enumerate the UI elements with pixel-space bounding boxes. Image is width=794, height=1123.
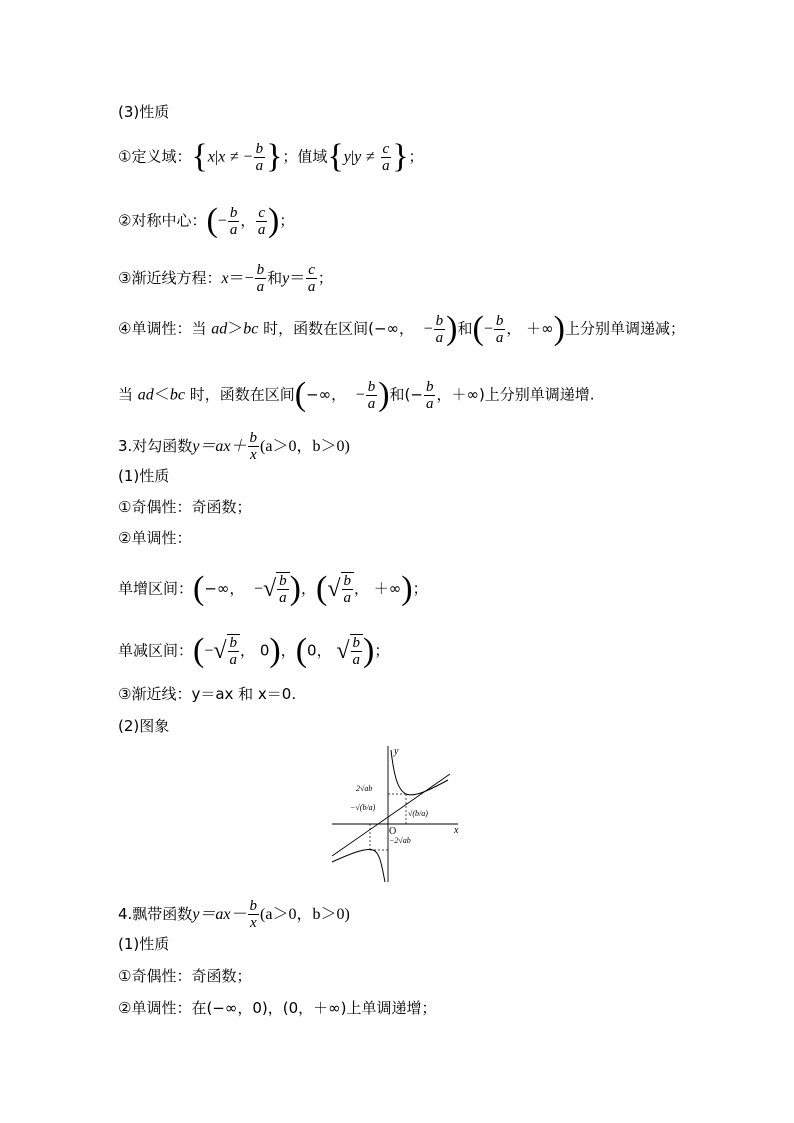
gt-sign: ＞ [227,320,244,338]
properties-heading: (1)性质 [118,467,170,485]
frac-denominator: a [256,279,265,295]
fraction-b-over-a [277,573,289,606]
frac-denominator: a [255,157,264,174]
range-cond-var: y [354,148,362,166]
frac-numerator: b [229,635,238,651]
minus-sign: − [217,212,227,230]
line-end: ； [374,641,390,660]
eq-sign: ＝ [289,270,306,287]
sqrt-b-over-a [327,572,354,606]
left-paren: ( [295,632,308,669]
section-heading-properties: (3)性质 [118,103,170,121]
right-branch-curve [391,750,448,795]
fraction-b-over-a [255,262,267,295]
frac-denominator: a [229,221,238,238]
right-paren: ) [269,632,281,669]
monotonicity-heading: ②单调性： [118,529,192,547]
fraction-c-over-a [306,262,317,295]
increasing-label: 单增区间： [118,579,194,598]
frac-denominator: a [307,279,316,295]
x-axis-label: x [454,825,459,836]
frac-numerator: c [382,140,390,157]
left-paren: ( [316,570,328,607]
sqrt-b-over-a [263,572,290,606]
neg-critical-x-label: −√(b/a) [350,803,376,812]
center-line [118,204,294,238]
right-paren: ) [401,570,413,607]
origin-label: O [389,826,397,837]
frac-numerator: b [256,262,265,278]
and-word: 和(− [389,385,423,404]
right-brace: } [266,138,283,175]
comma: ， [301,579,317,598]
asymptote-statement: ③渐近线：y＝ax 和 x＝0. [118,685,297,703]
parity-line: ①奇偶性：奇函数； [118,498,252,516]
fraction-b-over-a [351,635,363,668]
asymptote-label: ③渐近线方程： [118,269,222,287]
frac-numerator: b [249,898,258,914]
frac-denominator: a [343,590,352,606]
decreasing-label: 单减区间： [118,641,194,660]
separator: ； [282,147,298,166]
frac-denominator: x [249,447,257,463]
mono-mid-text: 时，函数在区间(−∞， [263,319,415,338]
frac-numerator: c [258,204,265,221]
function-expr: y＝ax－ [192,906,247,923]
fraction-b-over-x [248,430,260,463]
minus-sign: − [483,320,493,338]
neg-infinity: −∞， [306,385,347,404]
asymptote-line [118,262,333,295]
frac-numerator: c [308,262,315,278]
left-brace: { [191,138,208,175]
pos-infinity: ， ＋∞ [354,579,402,598]
neq-sign: ≠ [365,148,375,166]
domain-set-var: x [207,148,215,166]
frac-numerator: b [249,430,258,446]
y-axis-label: y [394,746,399,757]
center-label: ②对称中心： [118,211,207,230]
frac-denominator: a [367,395,376,412]
frac-numerator: b [495,312,504,329]
section-4-title [118,898,350,931]
section-3-title [118,430,350,463]
minus-sign: − [204,642,214,660]
frac-numerator: b [279,573,287,589]
frac-numerator: b [367,378,376,395]
sqrt-b-over-a [213,634,240,668]
increasing-intervals-line [118,572,428,606]
hook-function-graph [328,742,468,884]
left-paren: ( [294,376,307,413]
mono-end-text: 上分别单调递减； [564,319,685,338]
domain-range-line [118,140,424,174]
monotonicity-line: ②单调性：在(−∞，0)，(0，＋∞)上单调递增； [118,999,437,1017]
line-end: ； [408,147,424,166]
minus-sign: − [253,580,263,598]
radical-sign: √ [327,576,341,602]
var-y: y [282,270,290,287]
frac-numerator: b [229,204,238,221]
pos-infinity: ， ＋∞ [506,319,554,338]
comma: ， [280,641,296,660]
cond-ad: ad [211,320,228,338]
fraction-b-over-a [254,141,266,174]
right-paren: ) [446,310,458,347]
frac-denominator: a [495,329,504,346]
var-x: x [221,270,229,287]
fraction-b-over-a [424,379,436,412]
frac-denominator: a [382,157,390,174]
cond-ad: ad [137,386,154,404]
minus-sign: − [423,320,433,338]
mono-label: ④单调性：当 [118,319,207,338]
mono-end-text: ，＋∞)上分别单调递增. [436,385,595,404]
right-paren: ) [289,570,301,607]
frac-numerator: b [255,140,264,157]
radical-sign: √ [336,638,350,664]
comma: ， [240,211,256,230]
frac-denominator: a [279,590,287,606]
eq-minus: ＝− [228,270,254,287]
monotonic-decreasing-line [118,312,685,346]
frac-denominator: x [249,915,257,931]
line-end: ； [412,579,428,598]
min-value-label: −2√ab [389,836,411,845]
max-value-label: 2√ab [356,784,373,793]
radical-sign: √ [213,638,227,664]
mono-mid-text: 时，函数在区间 [189,385,295,404]
frac-numerator: b [425,378,434,395]
line-end: ； [317,269,333,287]
domain-label: ①定义域： [118,147,192,166]
cond-bc: bc [169,386,185,404]
parameter-condition: (a＞0，b＞0) [260,438,350,455]
right-paren: ) [363,632,375,669]
minus-sign: − [243,148,253,166]
section-4-label: 4.飘带函数 [118,905,193,923]
set-bar: | [350,148,355,166]
line-end: ； [279,211,295,230]
fraction-b-over-a [366,379,378,412]
left-branch-curve [332,850,385,883]
domain-cond-var: x [218,148,226,166]
fraction-b-over-a [494,313,506,346]
range-set-var: y [343,148,351,166]
frac-denominator: a [229,652,238,668]
properties-heading: (1)性质 [118,935,170,953]
fraction-b-over-a [342,573,354,606]
left-paren: ( [206,202,218,239]
frac-numerator: b [435,312,444,329]
frac-numerator: b [343,573,352,589]
function-expr: y＝ax＋ [192,438,247,455]
monotonic-increasing-line [118,378,595,412]
neq-sign: ≠ [229,148,239,166]
radical-sign: √ [263,576,277,602]
fraction-b-over-x [248,898,260,931]
right-paren: ) [378,376,390,413]
parameter-condition: (a＞0，b＞0) [260,906,350,923]
right-brace: } [392,138,409,175]
zero-bound: 0， [307,641,332,660]
set-bar: | [214,148,219,166]
and-word: 和 [267,269,283,287]
fraction-b-over-a [228,635,240,668]
neg-infinity: −∞， [204,579,245,598]
frac-denominator: a [435,329,444,346]
pos-critical-x-label: √(b/a) [408,809,428,818]
lt-sign: ＜ [153,386,170,404]
left-paren: ( [193,570,205,607]
graph-heading: (2)图象 [118,717,170,735]
mono-label: 当 [118,385,134,404]
right-paren: ) [268,202,280,239]
frac-denominator: a [425,395,434,412]
sqrt-b-over-a [336,634,363,668]
and-word: 和 [457,319,473,338]
frac-denominator: a [352,652,361,668]
fraction-b-over-a [228,205,240,238]
decreasing-intervals-line [118,634,389,668]
fraction-c-over-a [256,205,267,238]
frac-denominator: a [257,221,266,238]
fraction-b-over-a [434,313,446,346]
right-paren: ) [553,310,565,347]
minus-sign: − [355,386,365,404]
frac-numerator: b [352,635,361,651]
parity-line: ①奇偶性：奇函数； [118,967,252,985]
cond-bc: bc [243,320,259,338]
left-paren: ( [193,632,205,669]
left-brace: { [327,138,344,175]
section-3-label: 3.对勾函数 [118,437,193,455]
left-paren: ( [472,310,484,347]
zero-bound: ， 0 [240,641,270,660]
range-label: 值域 [297,147,328,166]
fraction-c-over-a [381,141,392,174]
